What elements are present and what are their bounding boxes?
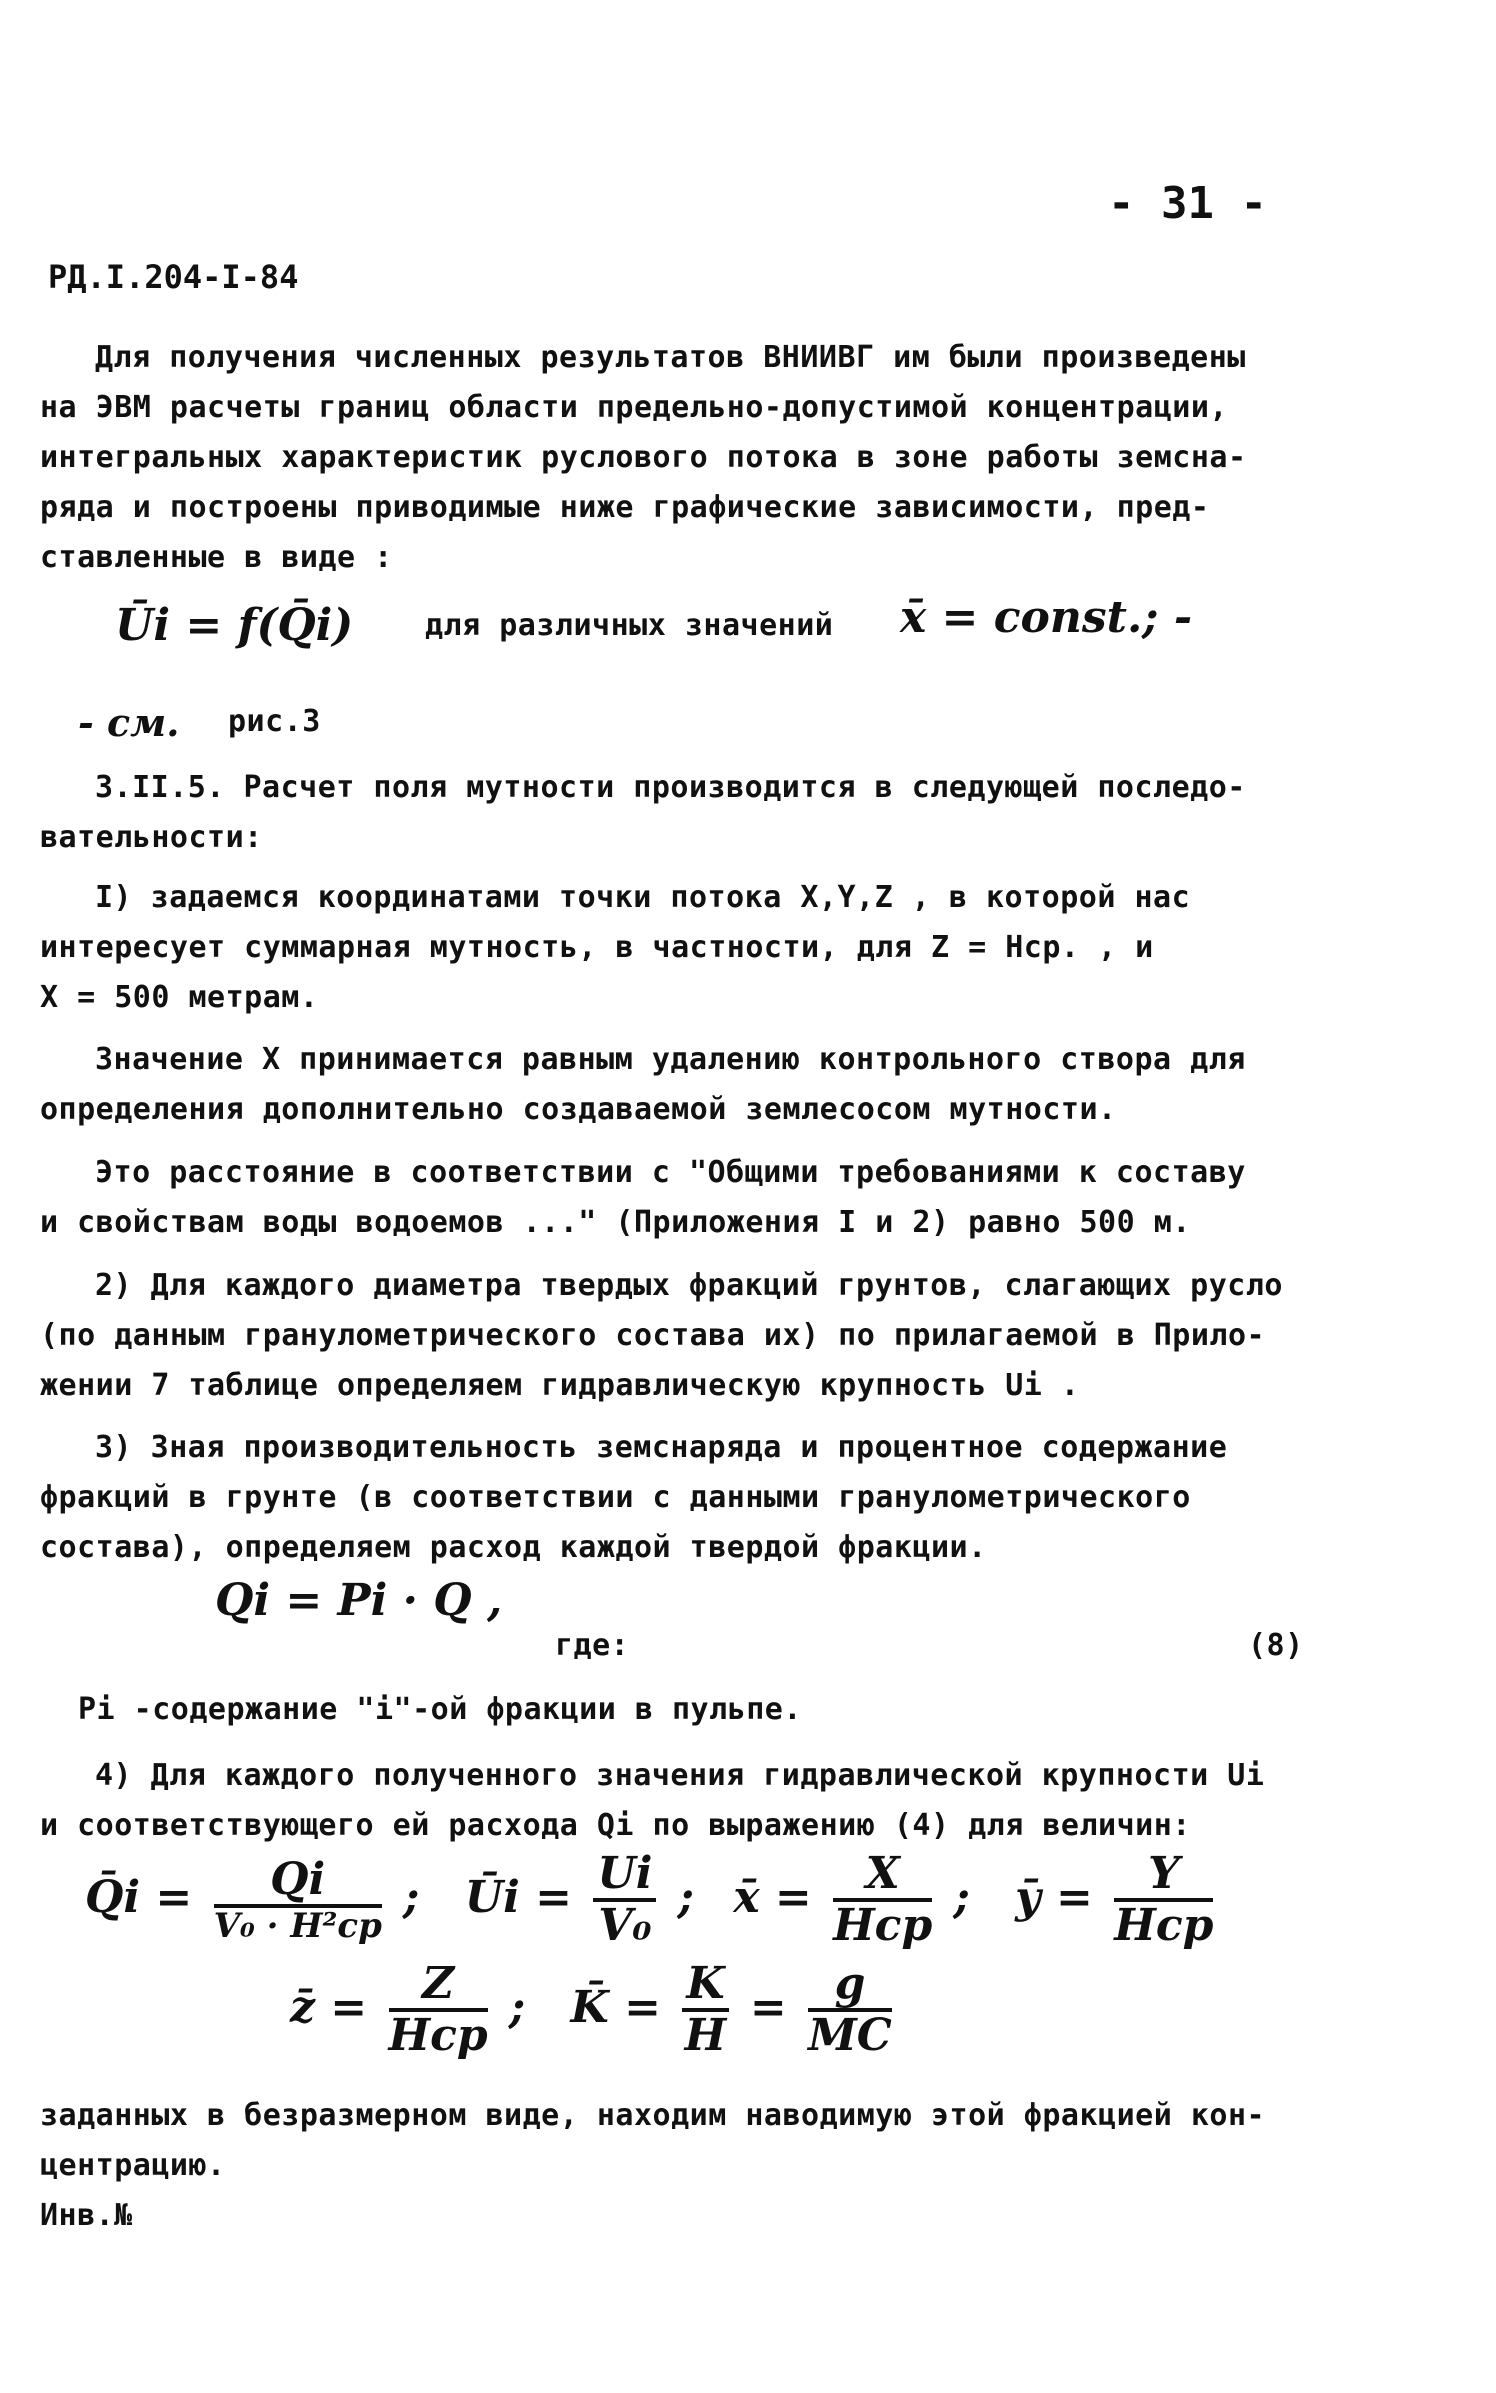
fraction-numerator: Ui	[593, 1850, 656, 1902]
text-line: ряда и построены приводимые ниже графические зависимости, пред-	[40, 490, 1210, 525]
document-id: РД.I.204-I-84	[48, 258, 299, 296]
z-bar-fraction	[389, 1960, 488, 2061]
see-label: - см.	[78, 700, 180, 745]
formula-dimensionless-row-2	[290, 1960, 898, 2061]
k-bar-lhs: K̄ =	[570, 1981, 661, 2033]
fraction-denominator: V₀ · H²ср	[213, 1905, 382, 1946]
text-line: ставленные в виде :	[40, 540, 393, 575]
formula-condition: x̄ = const.; -	[900, 592, 1193, 643]
fraction-denominator: H	[684, 2010, 727, 2062]
formula-expression: Qi = Pi · Q ,	[215, 1575, 503, 1626]
figure-ref: рис.3	[228, 704, 321, 739]
fraction-numerator: Y	[1114, 1850, 1213, 1902]
separator: ;	[508, 1981, 526, 2033]
text-line: заданных в безразмерном виде, находим наводимую этой фракцией кон-	[40, 2098, 1266, 2133]
text-line: вательности:	[40, 820, 263, 855]
text-line: и соответствующего ей расхода Qi по выражению (4) для величин:	[40, 1808, 1191, 1843]
fraction-denominator: Hср	[388, 2010, 488, 2062]
fraction-numerator: K	[682, 1960, 728, 2012]
equation-number: (8)	[1248, 1628, 1304, 1663]
formula-dimensionless-row-1	[85, 1850, 1219, 1951]
k-bar-fraction	[682, 1960, 728, 2061]
text-line: 3) Зная производительность земснаряда и процентное содержание	[95, 1430, 1228, 1465]
u-bar-fraction	[593, 1850, 656, 1951]
fraction-denominator: MC	[808, 2010, 892, 2062]
text-line: интересует суммарная мутность, в частности, для Z = Hср. , и	[40, 930, 1154, 965]
text-line: 3.II.5. Расчет поля мутности производится в следующей последо-	[95, 770, 1246, 805]
text-line: Для получения численных результатов ВНИИВГ им были произведены	[95, 340, 1246, 375]
formula-expression: Ūi = f(Q̄i)	[115, 600, 354, 651]
fraction-numerator: Qi	[214, 1856, 382, 1908]
paragraph-pi-definition: Pi -содержание "i"-ой фракции в пульпе.	[78, 1692, 802, 1727]
g-mc-fraction	[808, 1960, 892, 2061]
q-bar-lhs: Q̄i =	[85, 1871, 193, 1923]
x-bar-lhs: x̄ =	[733, 1871, 812, 1923]
text-line: 4) Для каждого полученного значения гидравлической крупности Ui	[95, 1758, 1265, 1793]
text-line: I) задаемся координатами точки потока X,Y,Z , в которой нас	[95, 880, 1191, 915]
y-bar-lhs: ȳ =	[1015, 1871, 1093, 1923]
page-number: - 31 -	[1108, 178, 1267, 229]
text-line: жении 7 таблице определяем гидравлическую крупность Ui .	[40, 1368, 1080, 1403]
separator: ;	[953, 1871, 970, 1923]
text-line: (по данным гранулометрического состава их) по прилагаемой в Прило-	[40, 1318, 1266, 1353]
text-line: Это расстояние в соответствии с "Общими требованиями к составу	[95, 1155, 1246, 1190]
fraction-denominator: Hср	[833, 1900, 933, 1952]
formula-text: для различных значений	[425, 608, 834, 643]
fraction-numerator: g	[808, 1960, 892, 2012]
fraction-numerator: X	[833, 1850, 932, 1902]
text-line: X = 500 метрам.	[40, 980, 319, 1015]
text-line: центрацию.	[40, 2148, 226, 2183]
text-line: Значение X принимается равным удалению контрольного створа для	[95, 1042, 1246, 1077]
y-bar-fraction	[1114, 1850, 1213, 1951]
separator: ;	[677, 1871, 695, 1923]
where-label: где:	[555, 1628, 630, 1663]
u-bar-lhs: Ūi =	[464, 1871, 573, 1923]
fraction-denominator: V₀	[598, 1900, 652, 1952]
fraction-denominator: Hср	[1114, 1900, 1214, 1952]
text-line: интегральных характеристик руслового потока в зоне работы земсна-	[40, 440, 1247, 475]
equals-sign: =	[749, 1981, 787, 2033]
separator: ;	[403, 1871, 420, 1923]
fraction-numerator: Z	[389, 1960, 488, 2012]
text-line: фракций в грунте (в соответствии с данными гранулометрического	[40, 1480, 1191, 1515]
text-line: на ЭВМ расчеты границ области предельно-допустимой концентрации,	[40, 390, 1228, 425]
inventory-number-label: Инв.№	[40, 2198, 133, 2233]
text-line: определения дополнительно создаваемой землесосом мутности.	[40, 1092, 1117, 1127]
x-bar-fraction	[833, 1850, 932, 1951]
text-line: 2) Для каждого диаметра твердых фракций грунтов, слагающих русло	[95, 1268, 1283, 1303]
z-bar-lhs: z̄ =	[290, 1981, 368, 2033]
text-line: и свойствам воды водоемов ..." (Приложения I и 2) равно 500 м.	[40, 1205, 1191, 1240]
q-bar-fraction	[213, 1853, 382, 1946]
text-line: состава), определяем расход каждой твердой фракции.	[40, 1530, 987, 1565]
